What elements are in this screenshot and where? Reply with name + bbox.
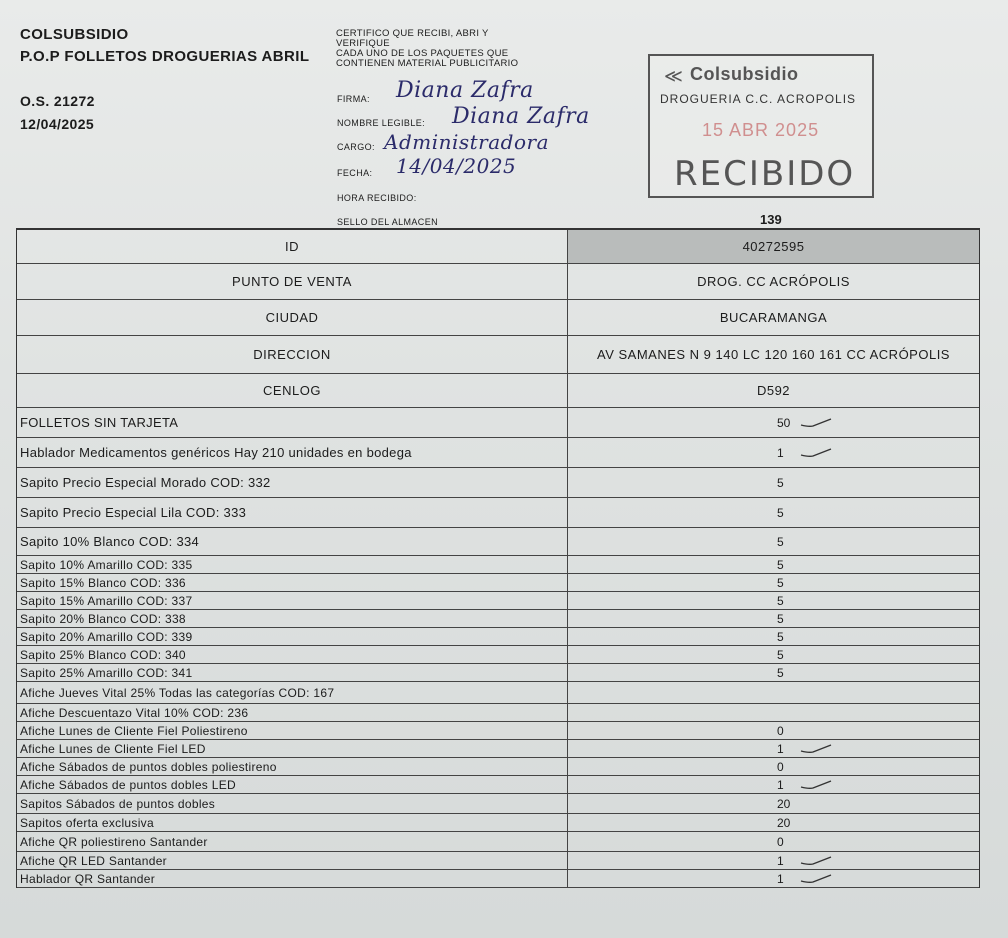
table-row xyxy=(17,592,979,610)
check-mark-icon xyxy=(799,740,833,757)
column-divider xyxy=(567,794,568,813)
column-divider xyxy=(567,870,568,887)
item-name: Sapito 20% Amarillo COD: 339 xyxy=(20,629,193,644)
info-row xyxy=(17,264,979,300)
item-quantity: 1 xyxy=(777,777,784,792)
item-quantity: 5 xyxy=(777,575,784,590)
item-quantity: 1 xyxy=(777,853,784,868)
item-name: Afiche QR poliestireno Santander xyxy=(20,834,208,849)
item-name: Sapitos Sábados de puntos dobles xyxy=(20,796,216,811)
table-row xyxy=(17,722,979,740)
item-name: Sapito 25% Blanco COD: 340 xyxy=(20,647,186,662)
table-row xyxy=(17,852,979,870)
info-label: ID xyxy=(17,230,568,263)
firma-value[interactable]: Diana Zafra xyxy=(396,78,534,103)
item-name: Afiche Sábados de puntos dobles poliestireno xyxy=(20,759,277,774)
certificate-text xyxy=(336,29,518,69)
column-divider xyxy=(567,832,568,851)
column-divider xyxy=(567,498,568,527)
item-name: Afiche Lunes de Cliente Fiel Poliestireno xyxy=(20,723,248,738)
check-mark-icon xyxy=(799,852,833,869)
sheet-number: 139 xyxy=(760,212,782,227)
table-row xyxy=(17,758,979,776)
column-divider xyxy=(567,664,568,681)
table-row xyxy=(17,556,979,574)
check-mark-icon xyxy=(799,408,833,437)
column-divider xyxy=(567,852,568,869)
sello-label: SELLO DEL ALMACEN xyxy=(337,217,439,227)
column-divider xyxy=(567,468,568,497)
column-divider xyxy=(567,628,568,645)
table-row xyxy=(17,870,979,888)
table-row xyxy=(17,832,979,852)
info-label: CENLOG xyxy=(17,374,568,407)
item-name: Sapito 20% Blanco COD: 338 xyxy=(20,611,186,626)
item-quantity: 5 xyxy=(777,593,784,608)
company-name: COLSUBSIDIO xyxy=(20,26,129,43)
item-name: Hablador Medicamentos genéricos Hay 210 unidades en bodega xyxy=(20,445,412,460)
info-row xyxy=(17,300,979,336)
column-divider xyxy=(567,556,568,573)
item-quantity: 5 xyxy=(777,534,784,549)
fecha-label: FECHA: xyxy=(337,168,373,178)
item-quantity: 1 xyxy=(777,871,784,886)
info-row xyxy=(17,374,979,408)
info-label: DIRECCION xyxy=(17,336,568,373)
item-quantity: 5 xyxy=(777,475,784,490)
item-name: Sapitos oferta exclusiva xyxy=(20,815,154,830)
item-quantity: 20 xyxy=(777,796,791,811)
cargo-value[interactable]: Administradora xyxy=(384,130,549,154)
table-row xyxy=(17,664,979,682)
column-divider xyxy=(567,722,568,739)
stamp-store: DROGUERIA C.C. ACROPOLIS xyxy=(660,92,857,106)
item-quantity: 0 xyxy=(777,834,784,849)
hora-label: HORA RECIBIDO: xyxy=(337,193,417,203)
certificate-line: CADA UNO DE LOS PAQUETES QUE xyxy=(336,48,509,59)
table-row xyxy=(17,776,979,794)
item-quantity: 5 xyxy=(777,647,784,662)
table-row xyxy=(17,794,979,814)
info-value: D592 xyxy=(756,383,791,398)
item-quantity: 5 xyxy=(777,665,784,680)
table-row xyxy=(17,628,979,646)
item-quantity: 5 xyxy=(777,611,784,626)
column-divider xyxy=(567,758,568,775)
info-value: DROG. CC ACRÓPOLIS xyxy=(697,274,850,289)
column-divider xyxy=(567,814,568,831)
item-quantity: 0 xyxy=(777,723,784,738)
nombre-label: NOMBRE LEGIBLE: xyxy=(337,118,426,128)
firma-label: FIRMA: xyxy=(337,94,370,104)
check-mark-icon xyxy=(799,776,833,793)
item-name: Hablador QR Santander xyxy=(20,871,156,886)
item-name: Sapito Precio Especial Lila COD: 333 xyxy=(20,505,247,520)
info-label: PUNTO DE VENTA xyxy=(17,264,568,299)
column-divider xyxy=(567,438,568,467)
table-row xyxy=(17,740,979,758)
item-name: Afiche Descuentazo Vital 10% COD: 236 xyxy=(20,705,249,720)
column-divider xyxy=(567,682,568,703)
fecha-value[interactable]: 14/04/2025 xyxy=(396,154,517,178)
info-label: CIUDAD xyxy=(17,300,568,335)
item-name: Sapito 10% Amarillo COD: 335 xyxy=(20,557,193,572)
item-quantity: 5 xyxy=(777,557,784,572)
table-row xyxy=(17,498,979,528)
item-name: Afiche QR LED Santander xyxy=(20,853,167,868)
item-quantity: 0 xyxy=(777,759,784,774)
item-name: Sapito 15% Amarillo COD: 337 xyxy=(20,593,193,608)
table-row xyxy=(17,646,979,664)
stamp-brand: Colsubsidio xyxy=(690,64,799,84)
info-value: BUCARAMANGA xyxy=(719,310,828,325)
table-row xyxy=(17,574,979,592)
colsubsidio-logo-icon: ≪ xyxy=(664,66,683,86)
item-name: Afiche Lunes de Cliente Fiel LED xyxy=(20,741,206,756)
column-divider xyxy=(567,646,568,663)
column-divider xyxy=(567,574,568,591)
item-name: Sapito 15% Blanco COD: 336 xyxy=(20,575,186,590)
table-row xyxy=(17,682,979,704)
item-quantity: 5 xyxy=(777,629,784,644)
certificate-line: CERTIFICO QUE RECIBI, ABRI Y xyxy=(336,28,489,39)
certificate-line: VERIFIQUE xyxy=(336,38,390,49)
cargo-label: CARGO: xyxy=(337,142,375,152)
item-name: Sapito Precio Especial Morado COD: 332 xyxy=(20,475,271,490)
column-divider xyxy=(567,408,568,437)
info-value: 40272595 xyxy=(568,230,979,263)
table-row xyxy=(17,704,979,722)
table-row xyxy=(17,814,979,832)
column-divider xyxy=(567,610,568,627)
project-title: P.O.P FOLLETOS DROGUERIAS ABRIL xyxy=(20,48,310,65)
check-mark-icon xyxy=(799,870,833,887)
column-divider xyxy=(567,592,568,609)
table-row xyxy=(17,528,979,556)
delivery-table xyxy=(16,228,980,888)
order-number: O.S. 21272 xyxy=(20,93,95,109)
nombre-value[interactable]: Diana Zafra xyxy=(452,104,590,129)
item-name: Afiche Sábados de puntos dobles LED xyxy=(20,777,236,792)
order-date: 12/04/2025 xyxy=(20,116,95,132)
item-name: Sapito 10% Blanco COD: 334 xyxy=(20,534,200,549)
item-quantity: 1 xyxy=(777,741,784,756)
item-quantity: 1 xyxy=(777,445,784,460)
column-divider xyxy=(567,528,568,555)
table-row xyxy=(17,468,979,498)
info-value: AV SAMANES N 9 140 LC 120 160 161 CC ACRÓPOLIS xyxy=(597,347,950,362)
received-stamp xyxy=(648,54,874,198)
certificate-line: CONTIENEN MATERIAL PUBLICITARIO xyxy=(336,58,519,69)
stamp-date: 15 ABR 2025 xyxy=(702,120,820,140)
column-divider xyxy=(567,740,568,757)
info-row xyxy=(17,230,979,264)
table-row xyxy=(17,610,979,628)
stamp-status: RECIBIDO xyxy=(674,154,856,194)
item-quantity: 20 xyxy=(777,815,791,830)
column-divider xyxy=(567,704,568,721)
item-quantity: 50 xyxy=(777,415,791,430)
item-quantity: 5 xyxy=(777,505,784,520)
info-row xyxy=(17,336,979,374)
check-mark-icon xyxy=(799,438,833,467)
item-name: FOLLETOS SIN TARJETA xyxy=(20,415,179,430)
item-name: Sapito 25% Amarillo COD: 341 xyxy=(20,665,193,680)
table-row xyxy=(17,408,979,438)
column-divider xyxy=(567,776,568,793)
table-row xyxy=(17,438,979,468)
item-name: Afiche Jueves Vital 25% Todas las categorías COD: 167 xyxy=(20,685,335,700)
